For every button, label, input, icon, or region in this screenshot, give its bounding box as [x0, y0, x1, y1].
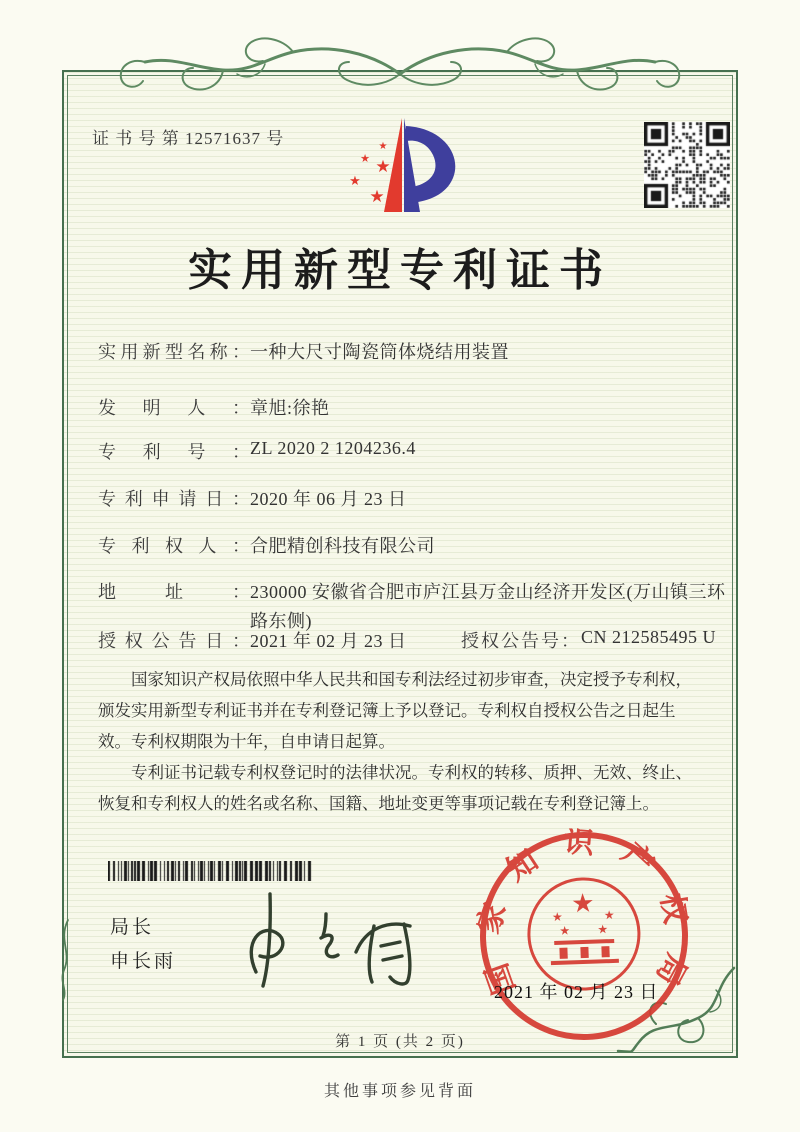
- svg-text:★: ★: [603, 907, 615, 923]
- svg-text:★: ★: [378, 141, 388, 152]
- svg-text:★: ★: [360, 152, 370, 165]
- barcode-icon: [108, 861, 313, 881]
- signer-name: 申长雨: [110, 951, 177, 972]
- page-number: 第 1 页 (共 2 页): [335, 1034, 465, 1050]
- field-label: 地址：: [98, 582, 250, 602]
- cnipa-seal-icon: [472, 824, 695, 1047]
- field-label: 发明人：: [98, 398, 250, 418]
- svg-text:★: ★: [349, 174, 361, 189]
- field-value: 2021 年 02 月 23 日: [250, 631, 407, 651]
- field-row-utility-name: [98, 338, 509, 364]
- certificate-title: 实用新型专利证书: [188, 246, 612, 295]
- legal-paragraph-1: 国家知识产权局依照中华人民共和国专利法经过初步审查，决定授予专利权，颁发实用新型专利证书并在专利登记簿上予以登记。专利权自授权公告之日起生效。专利权期限为十年，自申请日起算。: [98, 670, 692, 751]
- field-value: 230000 安徽省合肥市庐江县万金山经济开发区(万山镇三环路东侧): [250, 582, 726, 631]
- cnipa-logo-icon: [332, 108, 480, 220]
- field-row-inventor: [98, 394, 330, 420]
- svg-text:★: ★: [551, 909, 563, 925]
- legal-paragraph-2: 专利证书记载专利权登记时的法律状况。专利权的转移、质押、无效、终止、恢复和专利权人的姓名或名称、国籍、地址变更等事项记载在专利登记簿上。: [98, 763, 692, 813]
- field-row-patent-number: [98, 438, 416, 464]
- field-row-grant-announcement: [98, 627, 716, 653]
- left-border-curl-icon: [56, 918, 76, 1002]
- field-value: CN 212585495 U: [581, 627, 717, 647]
- svg-text:★: ★: [369, 187, 385, 207]
- handwritten-signature-icon: [226, 880, 416, 990]
- qr-code-icon: [644, 122, 730, 208]
- back-side-note: 其他事项参见背面: [323, 1083, 476, 1100]
- top-flourish-ornament-icon: [75, 34, 725, 112]
- svg-text:★: ★: [597, 922, 609, 937]
- field-label: 授权公告日：: [98, 631, 250, 651]
- signer-role: 局长: [110, 917, 155, 938]
- svg-text:★: ★: [375, 157, 391, 177]
- field-label: 授权公告号：: [461, 631, 581, 651]
- field-row-patentee: [98, 532, 435, 558]
- field-value: 章旭:徐艳: [250, 398, 330, 418]
- field-value: ZL 2020 2 1204236.4: [250, 438, 416, 458]
- svg-text:★: ★: [559, 923, 571, 938]
- svg-text:★: ★: [570, 888, 596, 920]
- certificate-number: 证 书 号 第 12571637 号: [92, 129, 285, 148]
- field-label: 专利权人：: [98, 536, 250, 556]
- field-label: 实用新型名称：: [98, 342, 250, 362]
- legal-text-block: [98, 664, 708, 819]
- field-label: 专利申请日：: [98, 489, 250, 509]
- field-label: 专利号：: [98, 442, 250, 462]
- seal-date: 2021 年 02 月 23 日: [494, 982, 659, 1002]
- seal-text: 国家知识产权局: [472, 825, 696, 1013]
- field-value: 合肥精创科技有限公司: [250, 536, 435, 556]
- field-value: 一种大尺寸陶瓷筒体烧结用装置: [250, 342, 509, 362]
- field-row-filing-date: [98, 485, 407, 511]
- field-value: 2020 年 06 月 23 日: [250, 489, 407, 509]
